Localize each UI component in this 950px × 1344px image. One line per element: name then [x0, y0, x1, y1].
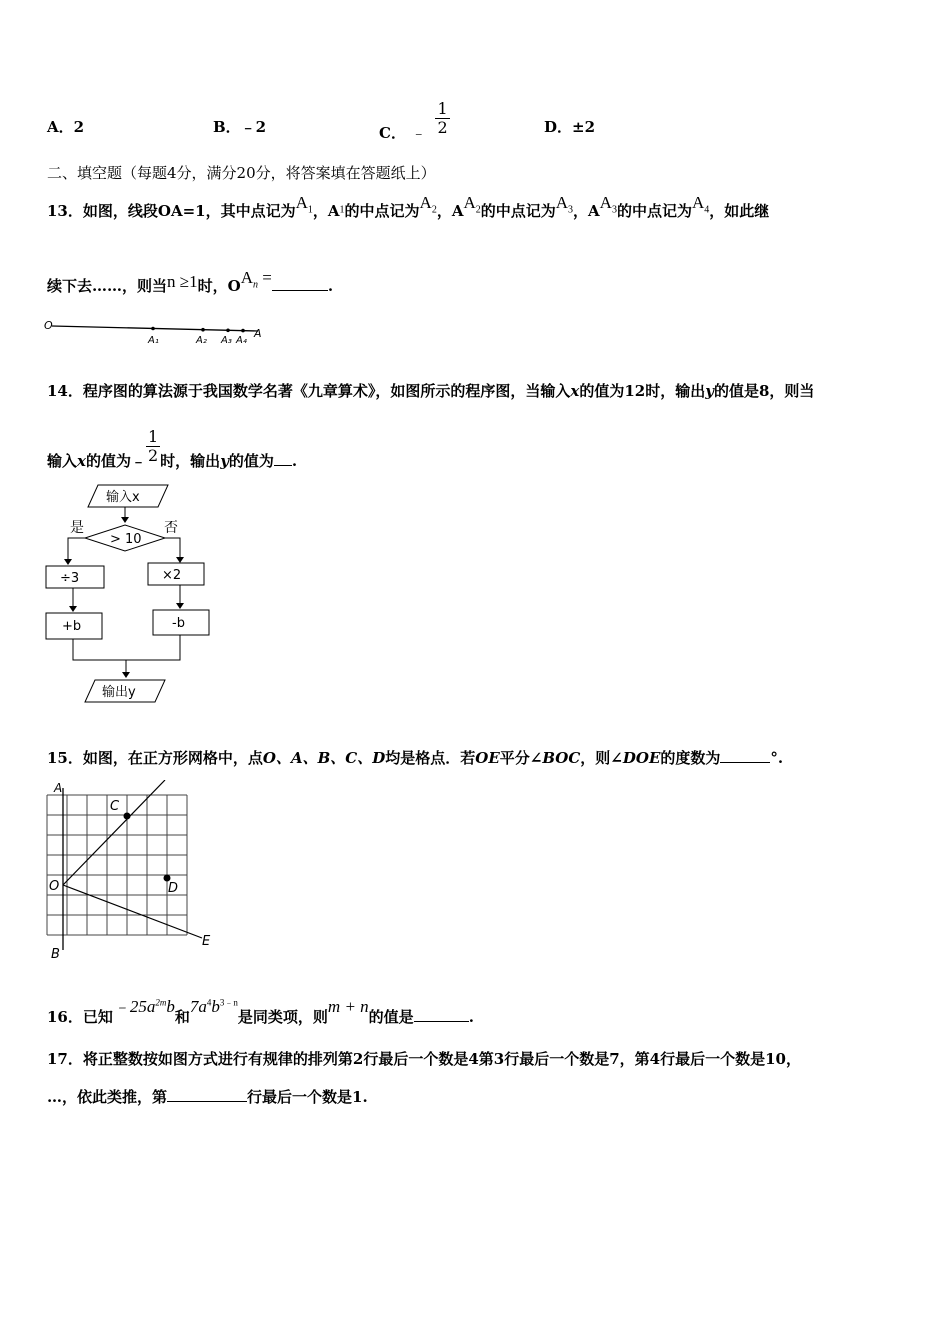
- q15-grid-figure: [40, 780, 220, 965]
- q13-segment-figure: [40, 316, 270, 348]
- q16-answer-blank: [414, 1021, 469, 1022]
- q14-line2: 输入x的值为﹣ $\frac{1}{2}$ 时，输出y的值为 .: [47, 427, 298, 470]
- flow-mul2: ×2: [162, 568, 182, 583]
- q15-label-c: C: [110, 799, 120, 814]
- section-heading: 二、填空题（每题4分，满分20分，将答案填在答题纸上）: [47, 164, 436, 182]
- q13-label-a: A: [254, 327, 262, 340]
- q15-line: 15．如图，在正方形网格中，点O、A、B、C、D均是格点．若OE平分∠BOC，则∠DOE的度数为 °.: [47, 749, 784, 767]
- q15-label-a: A: [54, 781, 63, 795]
- q15-label-e: E: [202, 934, 211, 949]
- q13-label-a3: A₃: [221, 335, 232, 346]
- flow-output: 输出y: [102, 685, 136, 700]
- q14-line1: 14．程序图的算法源于我国数学名著《九章算术》，如图所示的程序图，当输入x的值为12时，输出y的值是8，则当: [47, 382, 815, 400]
- flow-div3: ÷3: [60, 571, 80, 586]
- option-a: A．2: [47, 118, 85, 136]
- q16-line: 16．已知$﹣25a^{2m}b$和$7a^4b^{3﹣n}$是同类项，则m + n的值是 .: [47, 997, 474, 1026]
- q15-answer-blank: [720, 762, 770, 763]
- flow-yes: 是: [70, 520, 84, 536]
- flow-condition: > 10: [110, 532, 142, 547]
- q13-answer-blank: [272, 290, 328, 291]
- flow-plus-b: +b: [62, 619, 82, 634]
- q14-flowchart: [40, 480, 220, 710]
- q17-answer-blank: [167, 1101, 247, 1102]
- q17-line2: …，依此类推，第 行最后一个数是1.: [47, 1088, 368, 1106]
- q13-label-a4: A₄: [236, 335, 247, 346]
- q13-line2: 续下去……，则当n ≥1时，$OA_n$ = .: [47, 268, 334, 295]
- q13-label-a1: A₁: [148, 335, 159, 346]
- option-b: B．﹣2: [213, 118, 267, 136]
- option-d: D．±2: [544, 118, 596, 136]
- q13-line1: 13．如图，线段OA=1，其中点记为$A_1$，$A_1$的中点记为$A_2$，$AA_2$的中点记为$A_3$，$AA_3$的中点记为$A_4$，如此继: [47, 193, 770, 220]
- q13-label-a2: A₂: [196, 335, 207, 346]
- q15-label-b: B: [51, 947, 60, 962]
- q15-label-d: D: [168, 881, 179, 896]
- option-c: C． ﹣ $\frac{1}{2}$: [379, 99, 448, 142]
- q17-line1: 17．将正整数按如图方式进行有规律的排列第2行最后一个数是4第3行最后一个数是7，第4行最后一个数是10，: [47, 1050, 801, 1068]
- flow-minus-b: -b: [172, 616, 185, 631]
- q13-label-o: O: [44, 319, 53, 332]
- q15-label-o: O: [49, 879, 60, 894]
- flow-input: 输入x: [106, 490, 140, 505]
- flow-no: 否: [164, 520, 178, 536]
